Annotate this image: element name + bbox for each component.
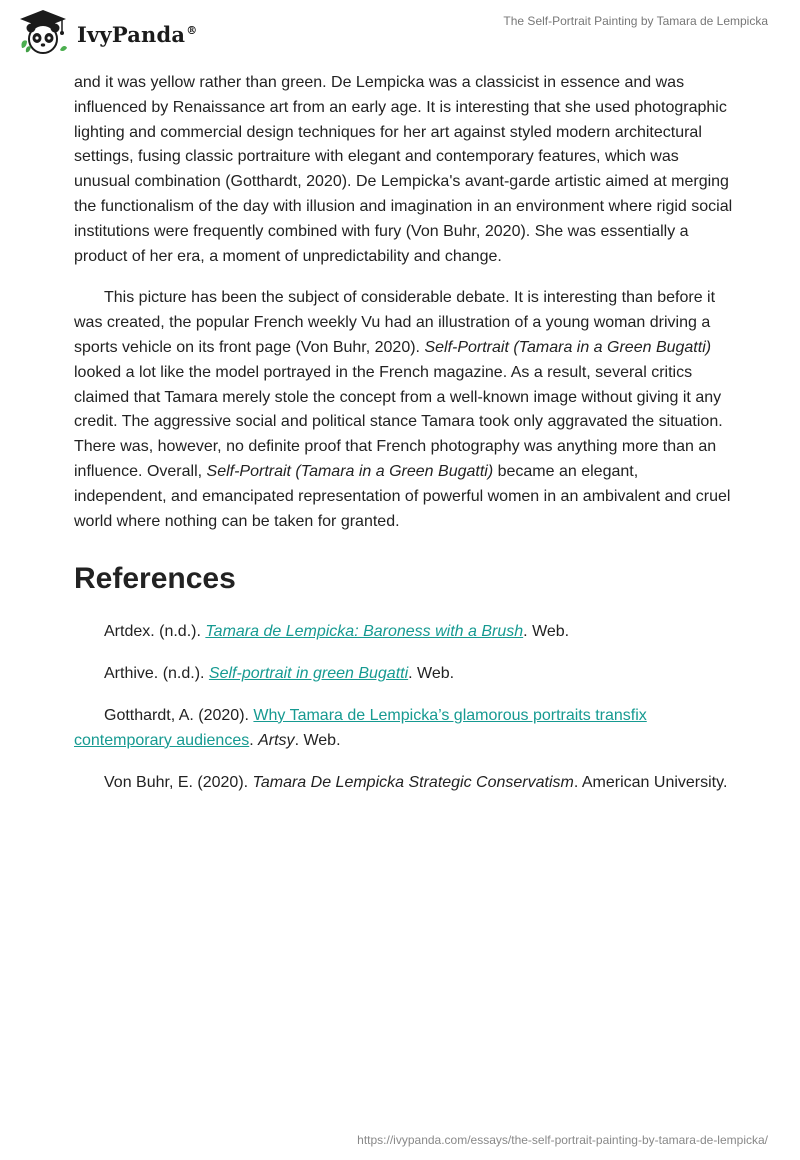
body-paragraph-1: and it was yellow rather than green. De Lempicka was a classicist in essence and was influenced by Renaissance art from an early age. It is interesting that she used photographic lighting and commercial design techniques for her art against styled modern architectural settings, fusing classic portraiture with elegant and contemporary features, which was unusual combination (Gotthardt, 2020). De Lempicka's avant-garde artistic aimed at merging the functionalism of the day with illusion and imagination in an environment where rigid social institutions were frequently combined with fury (Von Buhr, 2020). She was essentially a product of her era, a moment of unpredictability and change. — [74, 74, 733, 265]
ivypanda-logo[interactable] — [14, 8, 197, 56]
source-url[interactable]: https://ivypanda.com/essays/the-self-portrait-painting-by-tamara-de-lempicka/ — [357, 1133, 768, 1147]
artwork-title: Self-Portrait (Tamara in a Green Bugatti) — [424, 338, 712, 356]
essay-content — [74, 71, 734, 812]
reference-item: Gotthardt, A. (2020). Why Tamara de Lempicka’s glamorous portraits transfix contemporary audiences. Artsy. Web. — [74, 706, 647, 749]
reference-item: Von Buhr, E. (2020). Tamara De Lempicka Strategic Conservatism. American University. — [104, 773, 728, 791]
reference-link[interactable]: Self-portrait in green Bugatti — [208, 665, 409, 683]
document-title: The Self-Portrait Painting by Tamara de Lempicka — [503, 14, 768, 28]
references-heading: References — [74, 562, 236, 596]
reference-link[interactable]: Tamara de Lempicka: Baroness with a Brush — [205, 623, 524, 641]
reference-item: Arthive. (n.d.). Self-portrait in green Bugatti. Web. — [104, 665, 455, 683]
panda-graduate-icon — [14, 8, 72, 56]
reference-item: Artdex. (n.d.). Tamara de Lempicka: Baroness with a Brush. Web. — [104, 623, 570, 641]
artwork-title: Self-Portrait (Tamara in a Green Bugatti) — [206, 462, 494, 480]
body-paragraph-2: This picture has been the subject of considerable debate. It is interesting than before it was created, the popular French weekly Vu had an illustration of a young woman driving a sports vehicle on its front page (Von Buhr, 2020). Self-Portrait (Tamara in a Green Bugatti) looked a lot like the model portrayed in the French magazine. As a result, several critics claimed that Tamara merely stole the concept from a well-known image without giving it any credit. The aggressive social and political stance Tamara took only aggravated the situation. There was, however, no definite proof that French photography was anything more than an influence. Overall, Self-Portrait (Tamara in a Green Bugatti) became an elegant, independent, and emancipated representation of powerful women in an ambivalent and cruel world where nothing can be taken for granted. — [74, 289, 731, 530]
brand-name: IvyPanda® — [77, 21, 198, 47]
reference-link[interactable]: Why Tamara de Lempicka’s glamorous portraits transfix contemporary audiences — [74, 706, 647, 749]
page-header — [0, 0, 800, 68]
